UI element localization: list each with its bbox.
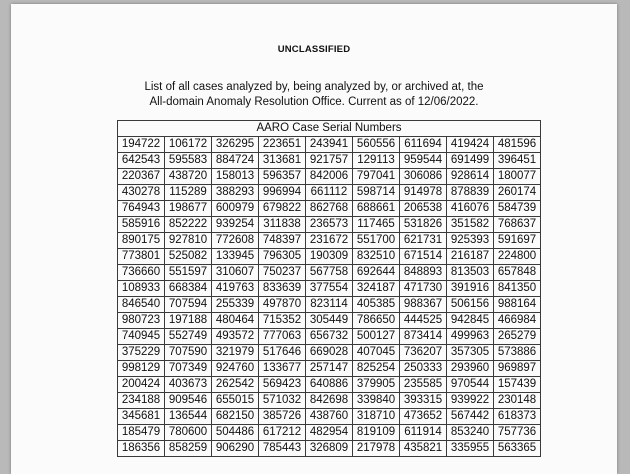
case-serial-cell: 403673 [165,377,212,393]
table-row [118,233,541,249]
case-serial-cell: 133945 [212,249,259,265]
case-serial-cell: 265279 [494,329,541,345]
case-serial-cell: 480464 [212,313,259,329]
case-serial-cell: 310607 [212,265,259,281]
case-serial-cell: 180077 [494,169,541,185]
case-serial-cell: 157439 [494,377,541,393]
table-row [118,201,541,217]
table-row [118,249,541,265]
case-serial-cell: 230148 [494,393,541,409]
case-serial-cell: 764943 [118,201,165,217]
case-serial-cell: 560556 [353,137,400,153]
case-serial-cell: 858259 [165,441,212,457]
case-serial-cell: 185479 [118,425,165,441]
case-serial-cell: 551700 [353,233,400,249]
case-serial-cell: 884724 [212,153,259,169]
case-serial-cell: 998129 [118,361,165,377]
case-serial-cell: 396451 [494,153,541,169]
case-serial-cell: 842006 [306,169,353,185]
case-serial-cell: 841350 [494,281,541,297]
case-serial-cell: 235585 [400,377,447,393]
case-serial-cell: 707594 [165,297,212,313]
case-serial-cell: 393315 [400,393,447,409]
case-serial-cell: 773801 [118,249,165,265]
case-serial-cell: 969897 [494,361,541,377]
case-serial-cell: 914978 [400,185,447,201]
case-serial-cell: 250333 [400,361,447,377]
case-serial-cell: 909546 [165,393,212,409]
case-serial-cell: 942845 [447,313,494,329]
case-serial-cell: 750237 [259,265,306,281]
case-serial-cell: 959544 [400,153,447,169]
case-serial-cell: 777063 [259,329,306,345]
case-serial-cell: 819109 [353,425,400,441]
table-row [118,153,541,169]
case-serial-cell: 407045 [353,345,400,361]
case-serial-cell: 351582 [447,217,494,233]
case-serial-cell: 823114 [306,297,353,313]
case-serial-cell: 611914 [400,425,447,441]
table-row [118,345,541,361]
case-serial-cell: 980723 [118,313,165,329]
table-row [118,409,541,425]
case-serial-cell: 357305 [447,345,494,361]
case-serial-cell: 640886 [306,377,353,393]
case-serial-cell: 988164 [494,297,541,313]
case-serial-cell: 691499 [447,153,494,169]
case-serial-cell: 419424 [447,137,494,153]
case-serial-cell: 740945 [118,329,165,345]
case-serial-cell: 438720 [165,169,212,185]
case-serial-cell: 772608 [212,233,259,249]
case-serial-cell: 571032 [259,393,306,409]
case-serial-cell: 846540 [118,297,165,313]
case-serial-cell: 197188 [165,313,212,329]
case-serial-cell: 825254 [353,361,400,377]
case-serial-cell: 692644 [353,265,400,281]
case-serial-cell: 186356 [118,441,165,457]
case-serial-cell: 621731 [400,233,447,249]
case-serial-cell: 988367 [400,297,447,313]
table-body [118,137,541,457]
case-serial-cell: 217978 [353,441,400,457]
case-serial-cell: 596357 [259,169,306,185]
case-serial-cell: 655015 [212,393,259,409]
case-serial-cell: 416076 [447,201,494,217]
case-serial-cell: 921757 [306,153,353,169]
case-serial-cell: 117465 [353,217,400,233]
case-serial-cell: 466984 [494,313,541,329]
case-serial-cell: 671514 [400,249,447,265]
case-serial-cell: 611694 [400,137,447,153]
case-serial-cell: 669028 [306,345,353,361]
case-serial-cell: 525082 [165,249,212,265]
case-serial-cell: 785443 [259,441,306,457]
case-serial-cell: 768637 [494,217,541,233]
case-serial-cell: 853240 [447,425,494,441]
case-serial-cell: 223651 [259,137,306,153]
case-serial-cell: 335955 [447,441,494,457]
case-serial-cell: 481596 [494,137,541,153]
case-serial-cell: 206538 [400,201,447,217]
case-serial-cell: 311838 [259,217,306,233]
case-serial-cell: 598714 [353,185,400,201]
case-serial-cell: 567442 [447,409,494,425]
table-row [118,329,541,345]
case-serial-cell: 679822 [259,201,306,217]
case-serial-cell: 405385 [353,297,400,313]
case-serial-cell: 504486 [212,425,259,441]
case-serial-cell: 482954 [306,425,353,441]
case-serial-cell: 688661 [353,201,400,217]
case-serial-cell: 321979 [212,345,259,361]
case-serial-cell: 642543 [118,153,165,169]
intro-line-1: List of all cases analyzed by, being analyzed by, or archived at, the [144,81,484,93]
case-serial-cell: 231672 [306,233,353,249]
case-serial-cell: 591697 [494,233,541,249]
case-serial-cell: 198677 [165,201,212,217]
case-serial-cell: 890175 [118,233,165,249]
case-serial-cell: 927810 [165,233,212,249]
case-serial-cell: 661112 [306,185,353,201]
case-serial-cell: 444525 [400,313,447,329]
table-header: AARO Case Serial Numbers [118,121,541,137]
case-serial-cell: 842698 [306,393,353,409]
table-row [118,377,541,393]
case-serial-cell: 996994 [259,185,306,201]
case-serial-cell: 517646 [259,345,306,361]
case-serial-cell: 939922 [447,393,494,409]
case-serial-cell: 190309 [306,249,353,265]
classification-marking: UNCLASSIFIED [277,44,351,55]
case-serial-cell: 657848 [494,265,541,281]
case-serial-cell: 813503 [447,265,494,281]
case-serial-cell: 715352 [259,313,306,329]
case-serial-cell: 833639 [259,281,306,297]
case-serial-cell: 873414 [400,329,447,345]
case-serial-cell: 832510 [353,249,400,265]
case-serial-cell: 585916 [118,217,165,233]
case-serial-cell: 924760 [212,361,259,377]
case-serial-cell: 438760 [306,409,353,425]
table-row [118,185,541,201]
case-serial-cell: 106172 [165,137,212,153]
case-serial-cell: 970544 [447,377,494,393]
case-serial-cell: 786650 [353,313,400,329]
case-serial-cell: 531826 [400,217,447,233]
case-serial-cell: 682150 [212,409,259,425]
case-serial-cell: 375229 [118,345,165,361]
table-row [118,265,541,281]
case-serial-cell: 318710 [353,409,400,425]
case-serial-cell: 757736 [494,425,541,441]
case-serial-cell: 108933 [118,281,165,297]
intro-line-2: All-domain Anomaly Resolution Office. Current as of 12/06/2022. [149,96,479,108]
table-row [118,313,541,329]
case-serial-cell: 313681 [259,153,306,169]
case-serial-cell: 430278 [118,185,165,201]
table-row [118,137,541,153]
table-row [118,297,541,313]
case-serial-cell: 306086 [400,169,447,185]
case-serial-cell: 158013 [212,169,259,185]
case-serial-cell: 852222 [165,217,212,233]
case-serial-cell: 293960 [447,361,494,377]
case-serial-cell: 780600 [165,425,212,441]
case-serial-cell: 224800 [494,249,541,265]
case-serial-cell: 257147 [306,361,353,377]
case-serial-cell: 617212 [259,425,306,441]
case-serial-cell: 928614 [447,169,494,185]
case-serial-cell: 939254 [212,217,259,233]
case-serial-cell: 618373 [494,409,541,425]
case-serial-cell: 200424 [118,377,165,393]
case-serial-cell: 862768 [306,201,353,217]
case-serial-cell: 435821 [400,441,447,457]
case-serial-cell: 379905 [353,377,400,393]
case-serial-cell: 115289 [165,185,212,201]
case-serial-cell: 736207 [400,345,447,361]
case-serial-cell: 216187 [447,249,494,265]
case-serial-cell: 324187 [353,281,400,297]
case-serial-cell: 262542 [212,377,259,393]
table-row [118,281,541,297]
case-serial-cell: 345681 [118,409,165,425]
case-serial-cell: 255339 [212,297,259,313]
case-serial-cell: 385726 [259,409,306,425]
table-row [118,169,541,185]
case-serial-cell: 326295 [212,137,259,153]
case-serial-cell: 506156 [447,297,494,313]
case-serial-cell: 569423 [259,377,306,393]
case-serial-cell: 878839 [447,185,494,201]
case-serial-cell: 136544 [165,409,212,425]
case-serial-cell: 600979 [212,201,259,217]
case-serial-table [117,120,541,457]
case-serial-cell: 796305 [259,249,306,265]
case-serial-cell: 260174 [494,185,541,201]
table-row [118,217,541,233]
case-serial-cell: 388293 [212,185,259,201]
case-serial-cell: 377554 [306,281,353,297]
case-serial-cell: 595583 [165,153,212,169]
case-serial-cell: 473652 [400,409,447,425]
case-serial-cell: 707590 [165,345,212,361]
case-serial-cell: 563365 [494,441,541,457]
case-serial-cell: 493572 [212,329,259,345]
case-serial-cell: 243941 [306,137,353,153]
case-serial-cell: 797041 [353,169,400,185]
case-serial-cell: 500127 [353,329,400,345]
case-serial-cell: 129113 [353,153,400,169]
document-page [11,4,617,474]
case-serial-cell: 656732 [306,329,353,345]
case-serial-cell: 748397 [259,233,306,249]
case-serial-cell: 707349 [165,361,212,377]
case-serial-cell: 220367 [118,169,165,185]
case-serial-cell: 925393 [447,233,494,249]
table-row [118,361,541,377]
case-serial-cell: 551597 [165,265,212,281]
case-serial-cell: 236573 [306,217,353,233]
case-serial-cell: 326809 [306,441,353,457]
table-row [118,441,541,457]
case-serial-cell: 339840 [353,393,400,409]
case-serial-cell: 573886 [494,345,541,361]
case-serial-cell: 194722 [118,137,165,153]
case-serial-cell: 391916 [447,281,494,297]
case-serial-cell: 471730 [400,281,447,297]
case-serial-cell: 305449 [306,313,353,329]
case-serial-cell: 552749 [165,329,212,345]
case-serial-cell: 848893 [400,265,447,281]
case-serial-cell: 234188 [118,393,165,409]
case-serial-cell: 736660 [118,265,165,281]
case-serial-cell: 499963 [447,329,494,345]
case-serial-cell: 906290 [212,441,259,457]
case-serial-cell: 133677 [259,361,306,377]
case-serial-cell: 419763 [212,281,259,297]
case-serial-cell: 567758 [306,265,353,281]
table-row [118,425,541,441]
table-row [118,393,541,409]
case-serial-cell: 584739 [494,201,541,217]
case-serial-cell: 668384 [165,281,212,297]
case-serial-cell: 497870 [259,297,306,313]
